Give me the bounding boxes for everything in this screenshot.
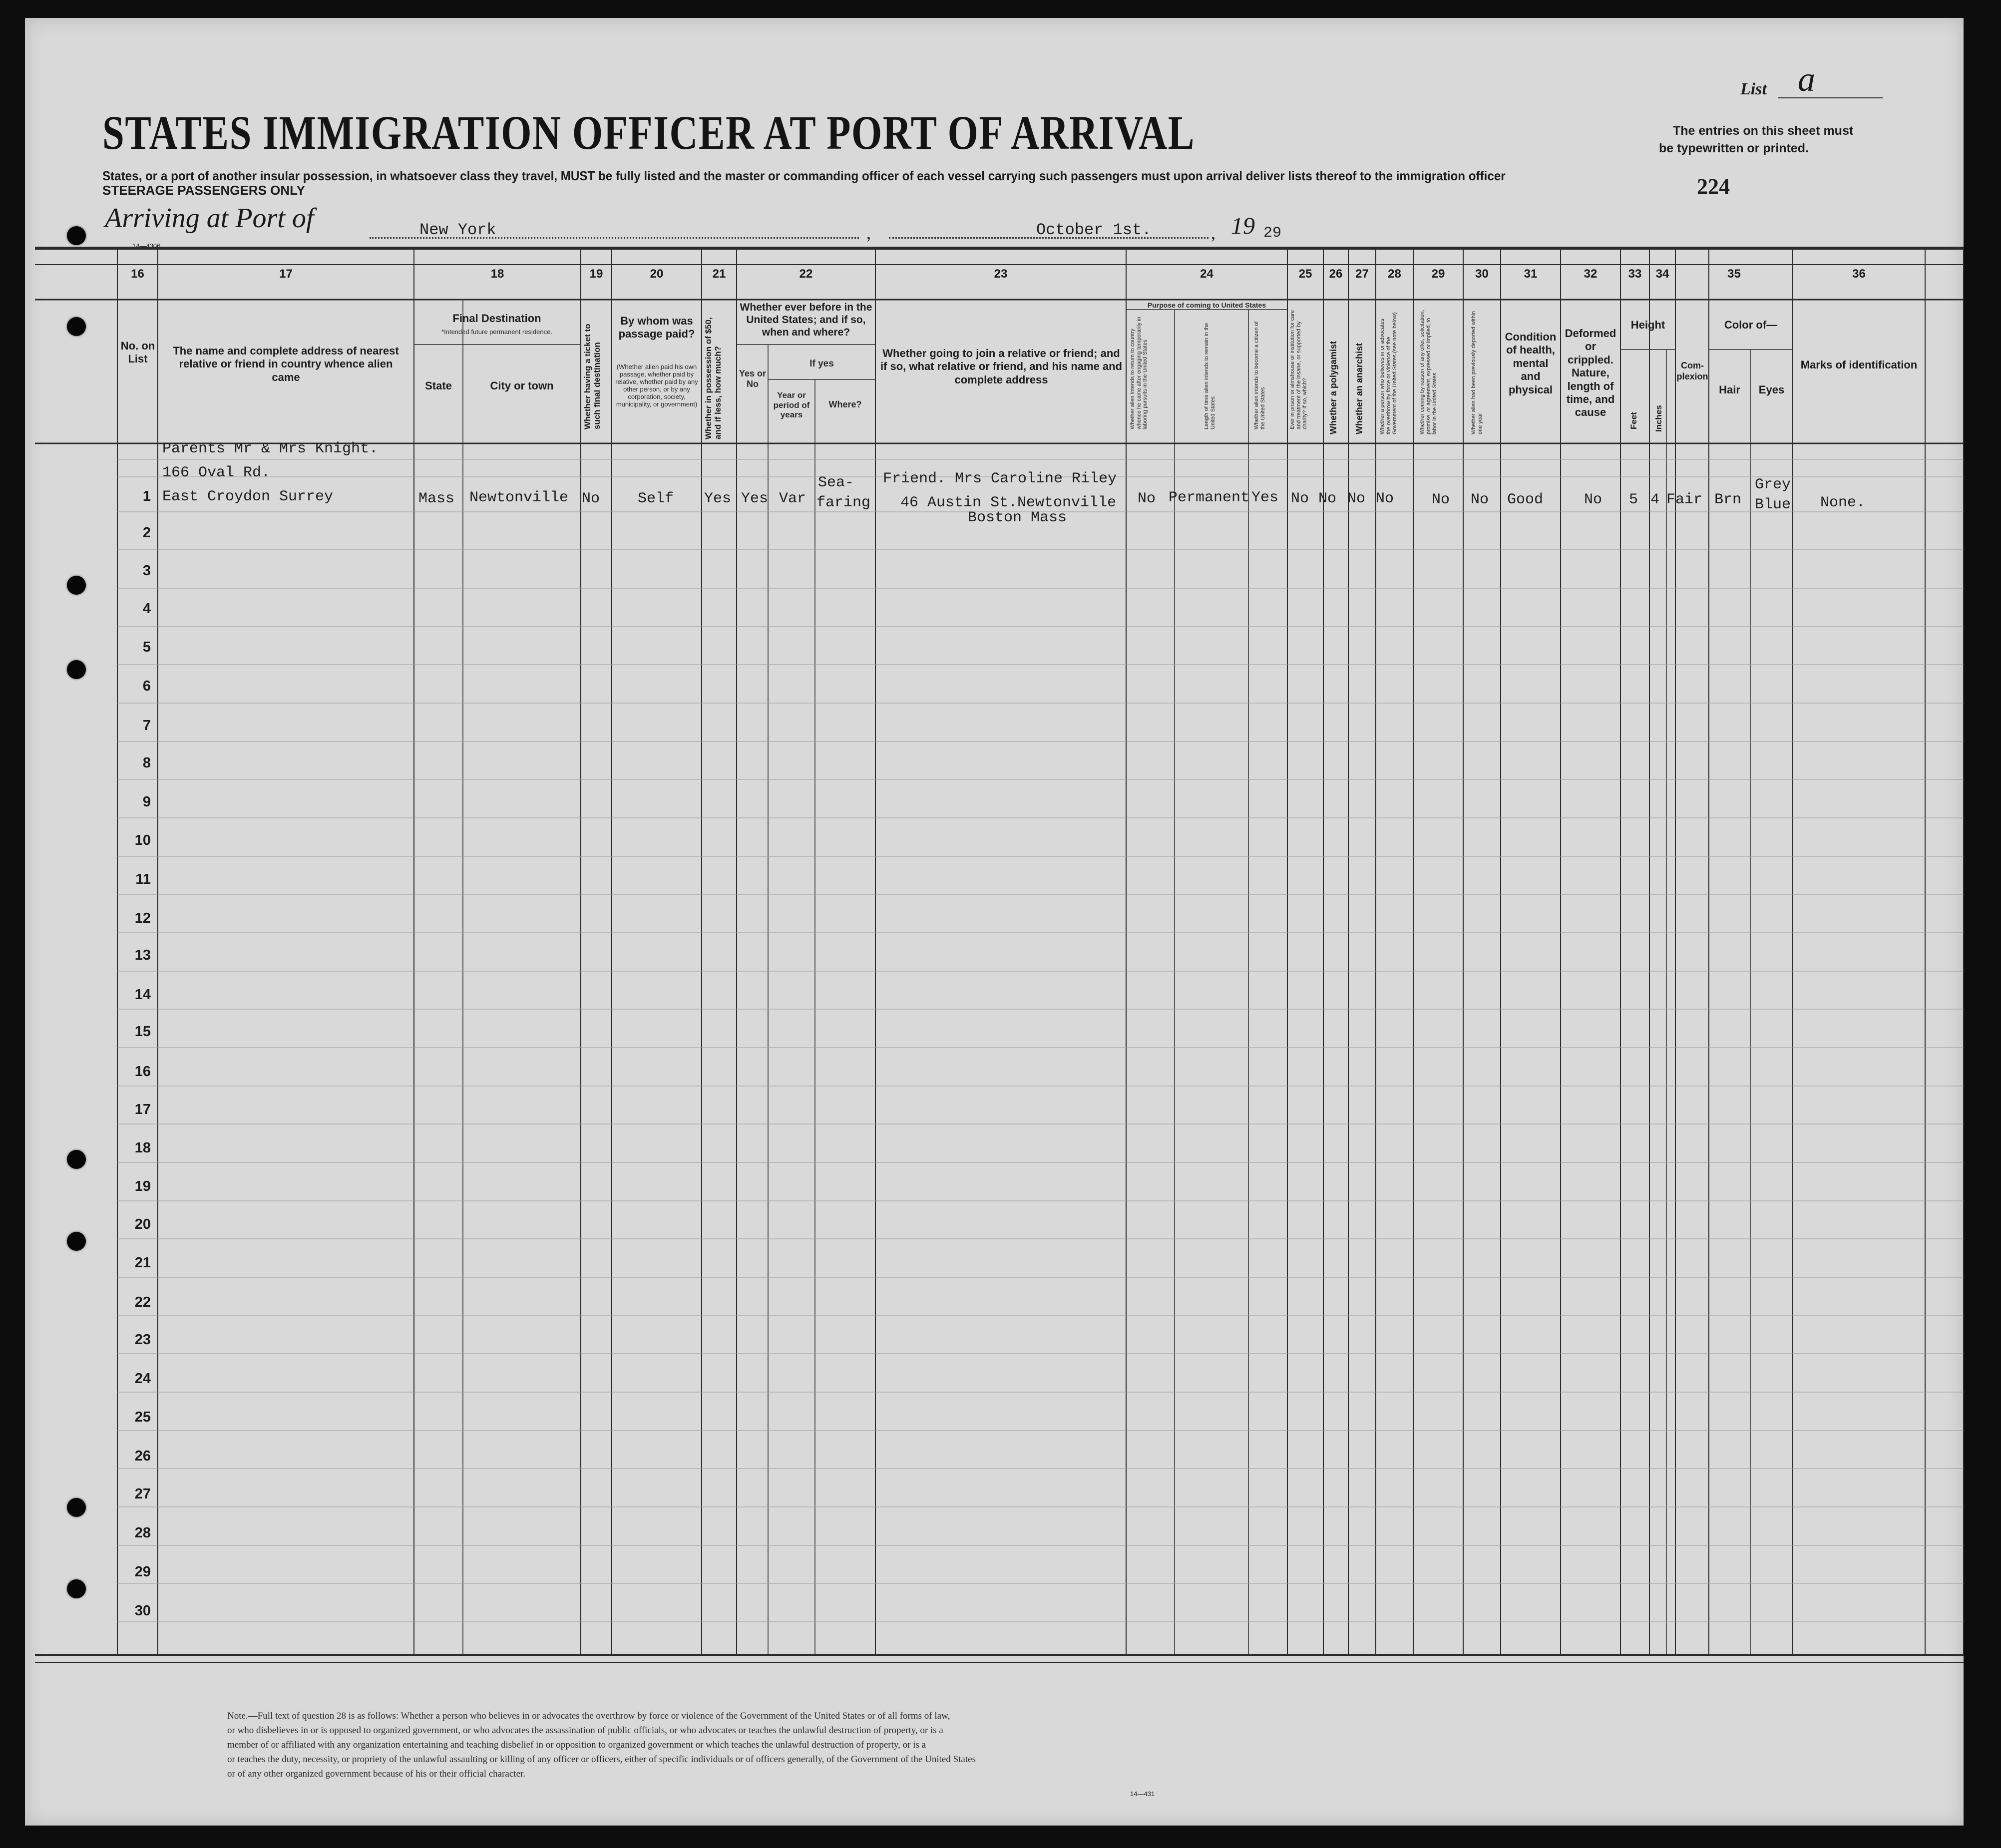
year-suffix: 29 (1263, 225, 1282, 242)
note-line-5: or of any other organized government because of his or their official character. (227, 1769, 526, 1779)
column-number: 23 (994, 267, 1008, 281)
header-eyes: Eyes (1758, 383, 1785, 396)
row-number: 24 (134, 1371, 151, 1387)
prison-value: No (1291, 490, 1309, 507)
row-number: 13 (134, 947, 151, 963)
eyes-value-1: Grey (1755, 476, 1791, 493)
eyes-value-2: Blue (1755, 496, 1791, 513)
header-complexion: Com-plexion (1676, 361, 1708, 381)
typewritten-note-1: The entries on this sheet must (1673, 124, 1854, 138)
typewritten-note-2: be typewritten or printed. (1659, 141, 1809, 155)
row-number: 22 (134, 1294, 151, 1310)
column-number: 18 (490, 267, 504, 281)
health-value: Good (1507, 491, 1544, 508)
header-purpose-citizen: Whether alien intends to become a citizen of the United States (1253, 321, 1266, 429)
fifty-value: Yes (704, 490, 732, 507)
header-relative: The name and complete address of nearest relative or friend in country whence alien came (173, 345, 399, 383)
form-code-top: 14—4306 (132, 242, 161, 250)
header-inches: Inches (1654, 405, 1663, 432)
column-number: 28 (1388, 267, 1401, 281)
header-feet: Feet (1629, 412, 1638, 429)
overthrow-value: No (1376, 490, 1394, 507)
row-number: 30 (134, 1603, 151, 1619)
column-number: 34 (1655, 267, 1669, 281)
column-number: 29 (1431, 267, 1445, 281)
comma: , (1211, 223, 1215, 243)
header-marks: Marks of identification (1800, 359, 1918, 371)
header-final-destination-sub: *Intended future permanent residence. (441, 328, 552, 336)
column-number: 17 (279, 267, 293, 281)
sheet-number: 224 (1697, 174, 1730, 199)
column-number: 25 (1298, 267, 1312, 281)
header-fifty-dollars: Whether in possession of $50, and if less, how much? (704, 317, 723, 439)
header-ever-before: Whether ever before in the United States; and if so, when and where? (740, 302, 872, 339)
header-polygamist: Whether a polygamist (1328, 341, 1338, 434)
column-number: 27 (1355, 267, 1369, 281)
row-number: 21 (134, 1255, 151, 1271)
column-number: 19 (589, 267, 603, 281)
join-street: 46 Austin St.Newtonville (900, 494, 1117, 511)
row-number: 7 (142, 718, 151, 734)
length-value: Permanent (1169, 489, 1250, 506)
port-value: New York (419, 221, 496, 239)
polygamist-value: No (1318, 490, 1337, 507)
list-label: List (1740, 80, 1767, 98)
row-number: 6 (142, 678, 151, 694)
relative-street: 166 Oval Rd. (162, 464, 271, 481)
row-number: 25 (134, 1409, 151, 1425)
header-deported: Whether alien had been previously deported within one year (1471, 311, 1483, 434)
steerage-label: STEERAGE PASSENGERS ONLY (102, 183, 305, 198)
row-number: 19 (134, 1178, 151, 1194)
hair-value: Brn (1714, 491, 1742, 508)
row-number: 8 (142, 755, 151, 771)
offer-value: No (1432, 491, 1450, 508)
anarchist-value: No (1347, 490, 1366, 507)
year-prefix: 19 (1231, 213, 1255, 239)
column-number: 35 (1727, 267, 1741, 281)
header-anarchist: Whether an anarchist (1354, 343, 1364, 434)
form-code-footer: 14—431 (1130, 1790, 1155, 1798)
row-number: 27 (134, 1486, 151, 1502)
header-where: Where? (828, 399, 862, 409)
deported-value: No (1471, 491, 1489, 508)
header-purpose-return: Whether alien intends to return to country whence he came after engaging temporarily in laboring pursuits in the United States (1130, 317, 1149, 429)
header-yes-or-no: Yes or No (739, 369, 767, 389)
header-deformed: Deformed or crippled. Nature, length of time, and cause (1565, 327, 1616, 419)
row-number: 2 (142, 525, 151, 541)
destination-city: Newtonville (469, 489, 569, 506)
header-purpose: Purpose of coming to United States (1147, 301, 1266, 309)
header-no-on-list: No. on List (120, 340, 155, 366)
row-number: 18 (134, 1140, 151, 1156)
header-offer: Whether coming by reason of any offer, solicitation, promise, or agreement, expressed or implied, to labor in the United States (1419, 310, 1438, 434)
citizen-value: Yes (1251, 489, 1279, 506)
column-number: 36 (1852, 267, 1866, 281)
column-number: 22 (799, 267, 813, 281)
row-number: 15 (134, 1024, 151, 1040)
header-join-relative: Whether going to join a relative or friend; and if so, what relative or friend, and his name and complete address (880, 347, 1123, 386)
arriving-label: Arriving at Port of (105, 203, 314, 234)
complexion-value: Fair (1666, 491, 1703, 508)
join-friend: Friend. Mrs Caroline Riley (883, 470, 1117, 487)
row-number: 10 (134, 832, 151, 848)
header-color-of: Color of— (1724, 319, 1778, 331)
header-ticket: Whether having a ticket to such final destination (583, 324, 602, 429)
row-number: 29 (134, 1564, 151, 1580)
header-final-destination: Final Destination (452, 312, 541, 325)
column-number: 16 (131, 267, 144, 281)
row-number: 11 (135, 871, 151, 887)
row-number: 17 (134, 1102, 151, 1117)
row-number: 28 (134, 1525, 151, 1541)
header-purpose-length: Length of time alien intends to remain in the United States (1203, 323, 1216, 429)
column-number: 21 (712, 267, 726, 281)
header-overthrow: Whether a person who believes in or advocates the overthrow by force or violence of the Government of the United States (see note below) (1379, 312, 1398, 434)
column-number: 33 (1628, 267, 1642, 281)
return-value: No (1138, 490, 1156, 507)
note-line-2: or who disbelieves in or is opposed to organized government, or who advocates the assassination of public officials, or who advocates or teaches the unlawful destruction of property, or is a (227, 1725, 943, 1736)
header-state: State (425, 379, 452, 392)
destination-state: Mass (418, 490, 455, 507)
row-number: 23 (134, 1332, 151, 1348)
header-height: Height (1630, 319, 1665, 331)
note-line-3: member of or affiliated with any organization entertaining and teaching disbelief in or opposition to organized government or which teaches the unlawful destruction of property, or is a (227, 1740, 926, 1750)
row-number: 26 (134, 1448, 151, 1464)
marks-value: None. (1820, 494, 1866, 511)
instruction-text: States, or a port of another insular possession, in whatsoever class they travel, MUST be fully listed and the master or commanding officer of each vessel carrying such passengers must upon arrival deliver lists thereof to the immigration officer (102, 168, 1506, 183)
note-line-4: or teaches the duty, necessity, or propriety of the unlawful assaulting or killing of any officer or officers, either of specific individuals or of officers generally, of the Government of the United States (227, 1754, 976, 1765)
deformed-value: No (1584, 491, 1602, 508)
feet-value: 5 (1629, 491, 1638, 508)
join-city: Boston Mass (968, 509, 1067, 526)
ticket-value: No (582, 490, 600, 507)
column-number: 24 (1200, 267, 1213, 281)
inches-value: 4 (1650, 491, 1660, 508)
paid-by-value: Self (638, 490, 674, 507)
column-number: 30 (1475, 267, 1489, 281)
header-passage-paid-sub: (Whether alien paid his own passage, whether paid by relative, whether paid by any other person, or by any corporation, society, municipality, or government) (615, 363, 698, 408)
column-number: 20 (650, 267, 664, 281)
year-period-value: Var (779, 490, 806, 507)
note-line-1: Note.—Full text of question 28 is as follows: Whether a person who believes in or advocates the overthrow by force or violence of the Government of the United States or of all forms of law, (227, 1711, 950, 1721)
column-number: 26 (1329, 267, 1343, 281)
relative-name: Parents Mr & Mrs Knight. (162, 440, 379, 457)
before-us-value: Yes (741, 490, 769, 507)
header-city: City or town (490, 379, 554, 392)
header-year-or-period: Year or period of years (773, 390, 810, 420)
where-value-2: faring (816, 494, 871, 511)
row-number: 5 (142, 639, 151, 655)
row-number: 1 (142, 488, 151, 504)
comma: , (866, 223, 871, 243)
row-number: 16 (134, 1064, 151, 1080)
header-health: Condition of health, mental and physical (1505, 331, 1557, 396)
header-prison: Ever in prison or almshouse or institution for care and treatment of the insane, or supported by charity? If so, which? (1289, 310, 1308, 429)
row-number: 4 (142, 601, 151, 617)
date-value: October 1st. (1036, 221, 1152, 239)
list-value: a (1798, 60, 1815, 99)
column-number: 32 (1584, 267, 1598, 281)
header-if-yes: If yes (809, 359, 834, 369)
row-number: 3 (142, 563, 151, 579)
row-number: 9 (142, 794, 151, 810)
where-value-1: Sea- (818, 474, 854, 491)
row-number: 12 (134, 910, 151, 926)
relative-town: East Croydon Surrey (162, 488, 334, 505)
row-number: 20 (134, 1216, 151, 1232)
column-number: 31 (1524, 267, 1538, 281)
form-title: STATES IMMIGRATION OFFICER AT PORT OF ARRIVAL (102, 106, 1196, 159)
header-hair: Hair (1719, 383, 1740, 396)
header-passage-paid: By whom was passage paid? (618, 315, 695, 341)
row-number: 14 (134, 987, 151, 1003)
